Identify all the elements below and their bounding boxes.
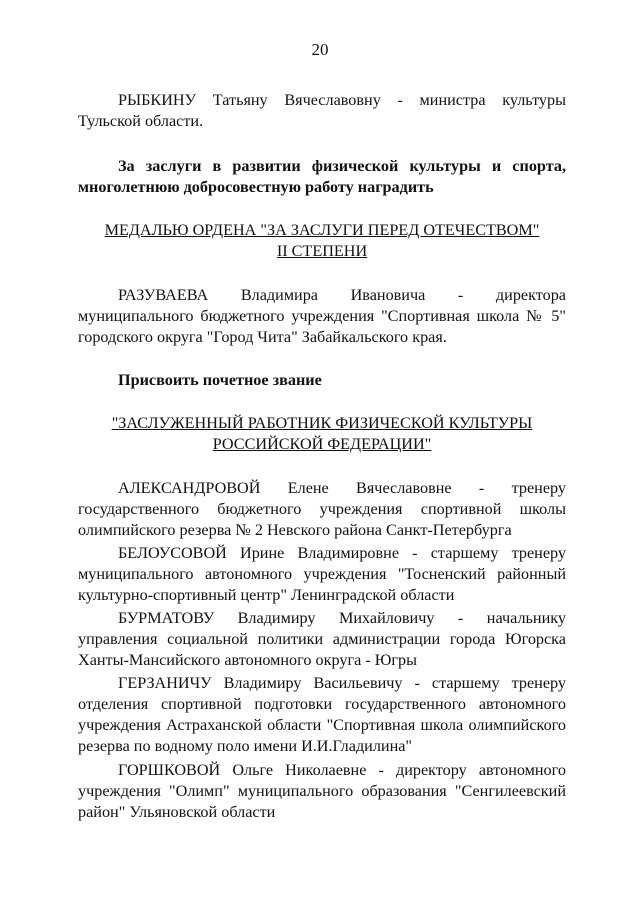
text-line: Присвоить почетное звание [118,371,322,389]
text-line: РАЗУВАЕВА Владимира Ивановича - директора [118,286,566,304]
entry-belousova [78,543,566,606]
paragraph-rybkina [78,90,566,132]
paragraph-assign-title [78,370,566,391]
text-line: государственного бюджетного учреждения спортивной школы [78,500,566,518]
text-line: ГЕРЗАНИЧУ Владимиру Васильевичу - старшему тренеру [118,674,566,692]
entry-aleksandrova [78,478,566,541]
text-line: АЛЕКСАНДРОВОЙ Елене Вячеславовне - тренеру [118,479,566,497]
heading-line: РОССИЙСКОЙ ФЕДЕРАЦИИ" [212,435,432,453]
heading-line: "ЗАСЛУЖЕННЫЙ РАБОТНИК ФИЗИЧЕСКОЙ КУЛЬТУРЫ [111,414,533,432]
award-heading-honored-worker [78,413,566,455]
entry-gerzanich [78,673,566,757]
text-line: Тульской области. [78,112,204,130]
text-line: ГОРШКОВОЙ Ольге Николаевне - директору автономного [118,761,566,779]
text-line: городского округа "Город Чита" Забайкальского края. [78,328,447,346]
text-line: муниципального автономного учреждения "Тосненский районный [78,565,566,583]
heading-line: II СТЕПЕНИ [276,242,368,260]
text-line: олимпийского резерва № 2 Невского района Санкт-Петербурга [78,521,512,539]
text-line: район" Ульяновской области [78,803,276,821]
award-heading-medal [78,220,566,262]
text-line: культурно-спортивный центр" Ленинградской области [78,586,455,604]
text-line: Ханты-Мансийского автономного округа - Югры [78,651,418,669]
text-line: многолетнюю добросовестную работу наградить [78,178,434,196]
text-line: За заслуги в развитии физической культуры и спорта, [118,157,566,175]
heading-line: МЕДАЛЬЮ ОРДЕНА "ЗА ЗАСЛУГИ ПЕРЕД ОТЕЧЕСТВОМ" [104,221,540,239]
text-line: резерва по водному поло имени И.И.Гладилина" [78,737,413,755]
paragraph-razuvaeva [78,285,566,348]
entry-gorshkova [78,760,566,823]
text-line: БЕЛОУСОВОЙ Ирине Владимировне - старшему тренеру [118,544,566,562]
text-line: управления социальной политики администрации города Югорска [78,630,566,648]
text-line: учреждения Астраханской области "Спортивная школа олимпийского [78,716,566,734]
entry-burmatov [78,608,566,671]
text-line: РЫБКИНУ Татьяну Вячеславовну - министра культуры [118,91,566,109]
text-line: отделения спортивной подготовки государственного автономного [78,695,566,713]
text-line: БУРМАТОВУ Владимиру Михайловичу - начальнику [118,609,566,627]
paragraph-award-intro [78,156,566,198]
text-line: учреждения "Олимп" муниципального образования "Сенгилеевский [78,782,566,800]
text-line: муниципального бюджетного учреждения "Спортивная школа № 5" [78,307,566,325]
page-number: 20 [311,40,329,59]
